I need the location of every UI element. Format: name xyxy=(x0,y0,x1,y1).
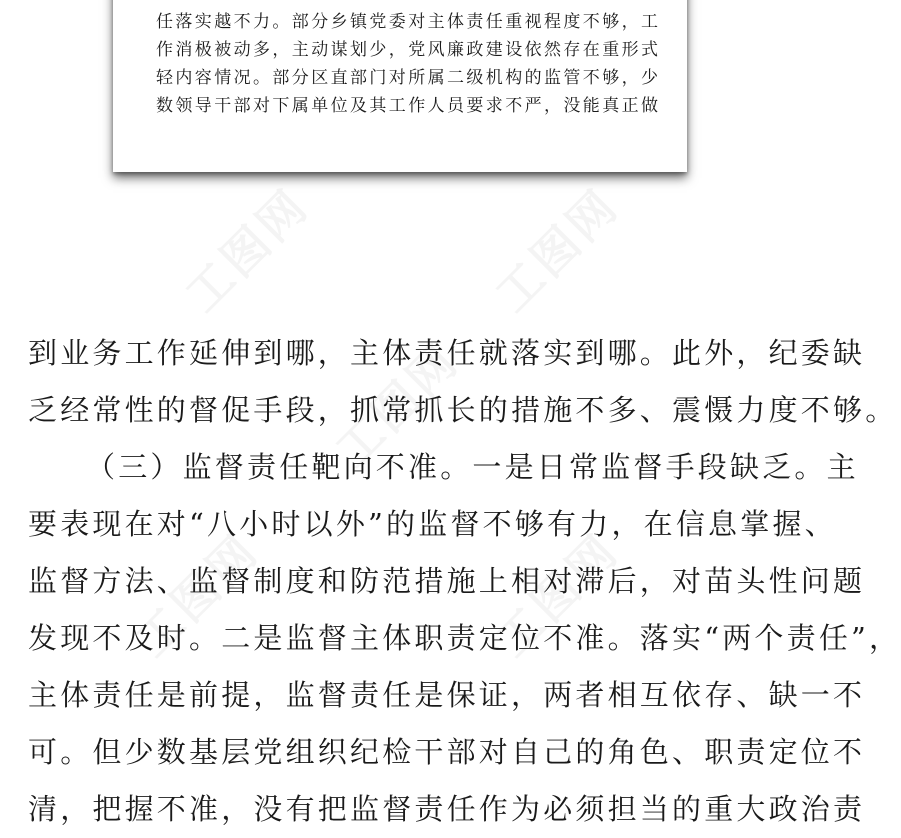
section-heading-line: （三）监督责任靶向不准。一是日常监督手段缺乏。主 xyxy=(86,450,859,484)
page-card xyxy=(113,0,687,172)
body-text-line: 发现不及时。二是监督主体职责定位不准。落实“两个责任”， xyxy=(28,621,901,655)
card-text-line: 轻内容情况。部分区直部门对所属二级机构的监管不够，少 xyxy=(156,68,661,88)
body-text-line: 监督方法、监督制度和防范措施上相对滞后，对苗头性问题 xyxy=(28,564,866,598)
body-text-line: 到业务工作延伸到哪，主体责任就落实到哪。此外，纪委缺 xyxy=(28,336,866,370)
watermark: 工图网 xyxy=(124,522,270,668)
watermark: 工图网 xyxy=(174,177,320,323)
body-text-line: 要表现在对“八小时以外”的监督不够有力，在信息掌握、 xyxy=(28,507,837,541)
card-text-block xyxy=(156,8,661,120)
body-text-line: 主体责任是前提，监督责任是保证，两者相互依存、缺一不 xyxy=(28,678,866,712)
card-text-line: 作消极被动多，主动谋划少，党风廉政建设依然存在重形式 xyxy=(156,40,661,60)
card-text-line: 任落实越不力。部分乡镇党委对主体责任重视程度不够，工 xyxy=(156,12,661,32)
watermark: 工图网 xyxy=(484,522,630,668)
body-text-line: 可。但少数基层党组织纪检干部对自己的角色、职责定位不 xyxy=(28,735,866,769)
body-text-line: 清，把握不准，没有把监督责任作为必须担当的重大政治责 xyxy=(28,792,866,826)
card-text-line: 数领导干部对下属单位及其工作人员要求不严，没能真正做 xyxy=(156,96,661,116)
watermark: 工图网 xyxy=(484,177,630,323)
watermark: 工图网 xyxy=(324,332,470,478)
body-text-block xyxy=(28,325,901,826)
body-text-line: 乏经常性的督促手段，抓常抓长的措施不多、震慑力度不够。 xyxy=(28,393,898,427)
